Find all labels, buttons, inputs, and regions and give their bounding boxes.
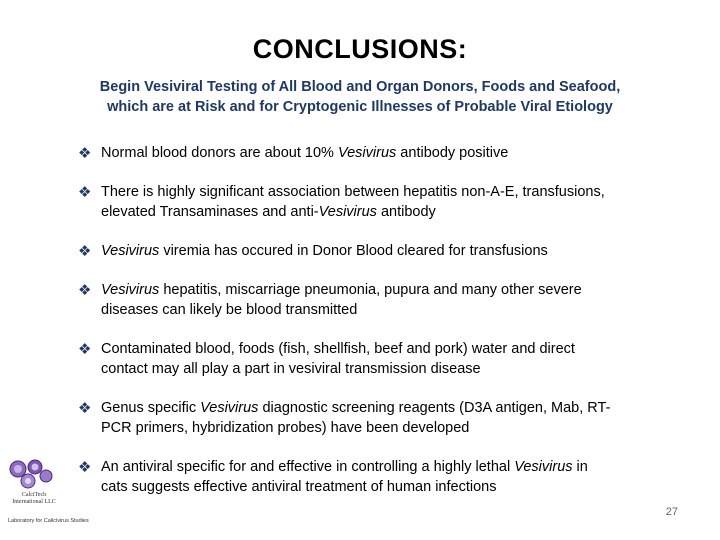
diamond-bullet-icon: ❖ <box>78 400 92 417</box>
diamond-bullet-icon: ❖ <box>78 459 92 476</box>
page-number: 27 <box>665 506 678 518</box>
bullet-diagnostic-reagents: ❖ Genus specific Vesivirus diagnostic screening reagents (D3A antigen, Mab, RT- PCR primers, hybridization probes) have been developed <box>78 400 611 436</box>
conclusions-list <box>78 143 688 497</box>
lab-credit: Laboratory for Calicivirus Studies <box>8 518 89 524</box>
virus-particles-logo-icon <box>8 458 54 490</box>
company-logo-text: CalciTech International LLC <box>12 492 56 505</box>
subtitle-line-1: Begin Vesiviral Testing of All Blood and Organ Donors, Foods and Seafood, <box>99 79 621 95</box>
bullet-blood-transmission: ❖ Vesivirus hepatitis, miscarriage pneumonia, pupura and many other severe diseases can likely be blood transmitted <box>78 282 582 318</box>
diamond-bullet-icon: ❖ <box>78 145 92 162</box>
bullet-hepatitis-association: ❖ There is highly significant association between hepatitis non-A-E, transfusions, elevated Transaminases and anti-Vesivirus antibody <box>78 184 605 220</box>
slide-subtitle <box>40 77 680 117</box>
slide-title: CONCLUSIONS: <box>252 34 468 64</box>
bullet-viremia: ❖ Vesivirus viremia has occured in Donor Blood cleared for transfusions <box>78 243 548 260</box>
diamond-bullet-icon: ❖ <box>78 184 92 201</box>
bullet-donor-antibody: ❖ Normal blood donors are about 10% Vesivirus antibody positive <box>78 145 509 162</box>
diamond-bullet-icon: ❖ <box>78 243 92 260</box>
subtitle-line-2: which are at Risk and for Cryptogenic Illnesses of Probable Viral Etiology <box>107 99 613 115</box>
bullet-antiviral: ❖ An antiviral specific for and effective in controlling a highly lethal Vesivirus in cats suggests effective antiviral treatment of human infections <box>78 459 588 495</box>
diamond-bullet-icon: ❖ <box>78 282 92 299</box>
diamond-bullet-icon: ❖ <box>78 341 92 358</box>
bullet-contamination: ❖ Contaminated blood, foods (fish, shellfish, beef and pork) water and direct contact may all play a part in vesiviral transmission disease <box>78 341 575 377</box>
